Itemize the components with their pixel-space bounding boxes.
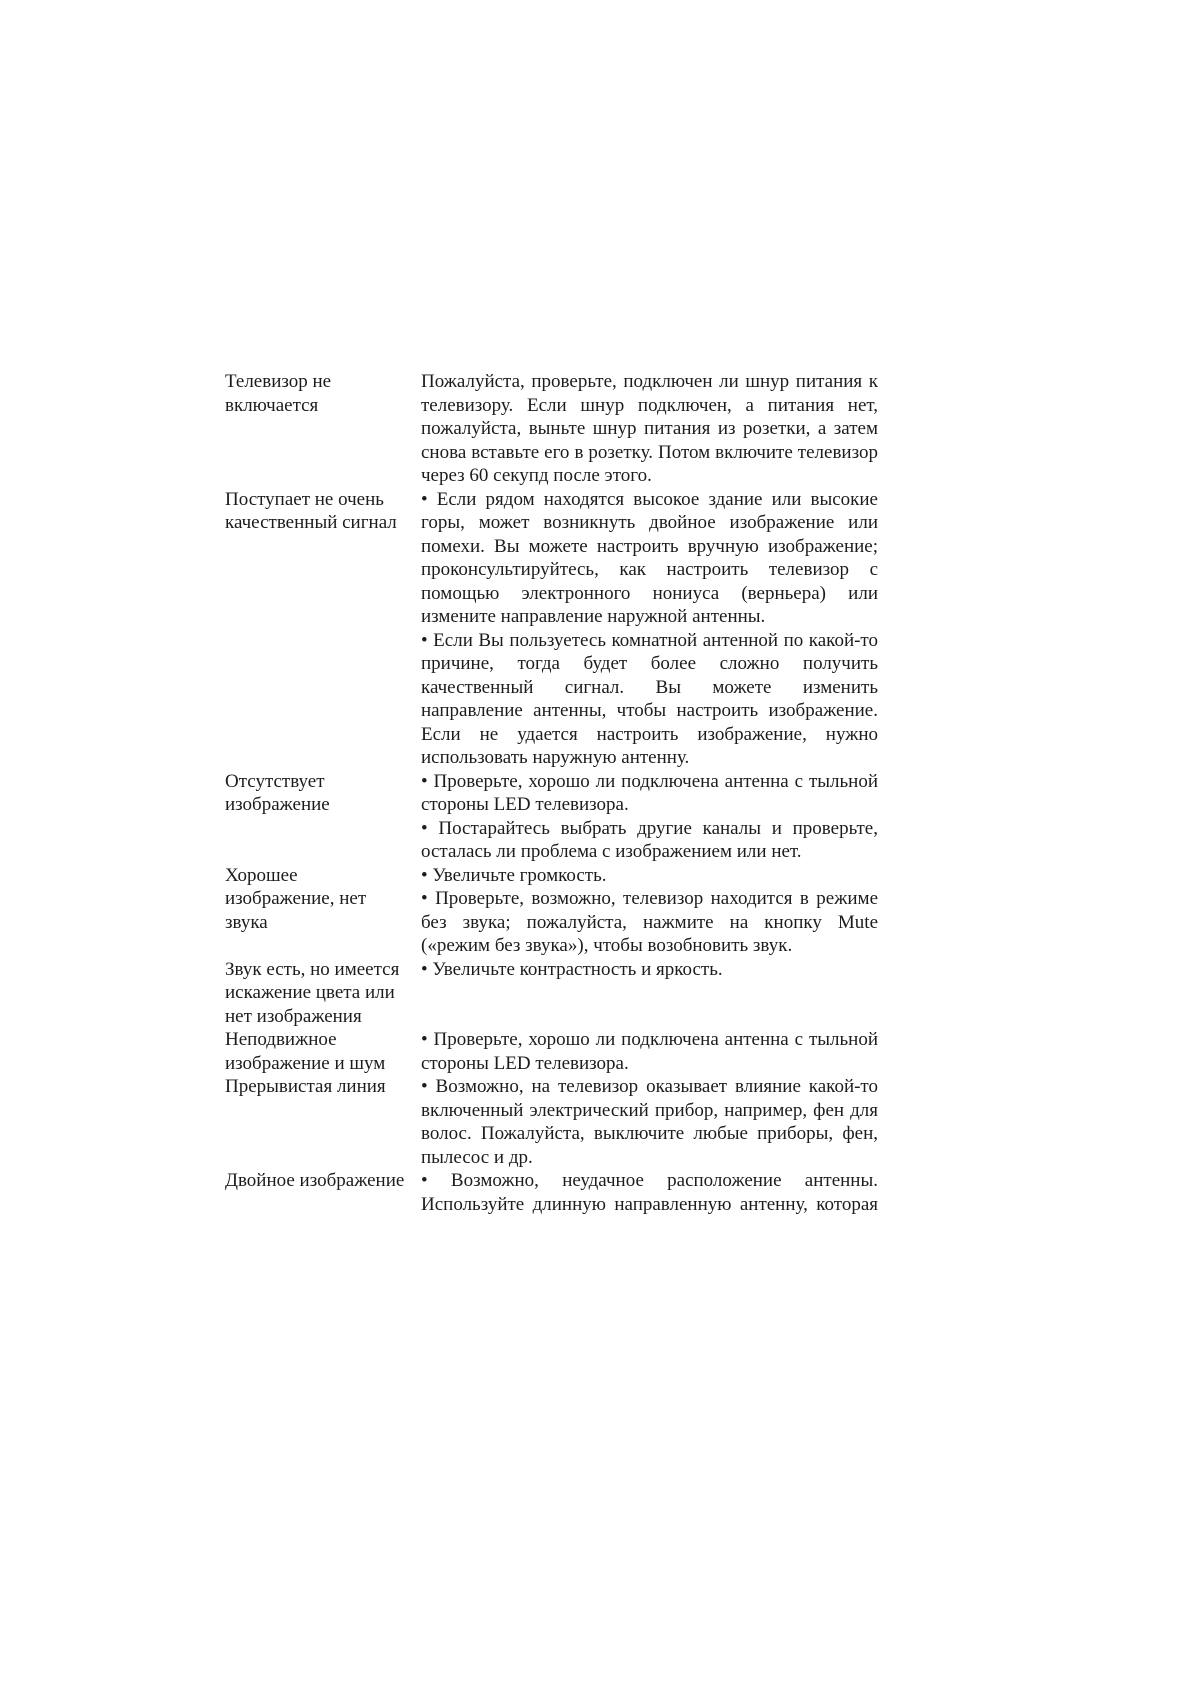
solution-paragraph: • Если рядом находятся высокое здание или высокие горы, может возникнуть двойное изображение или помехи. Вы можете настроить вручную изображение; проконсультируйтесь, как настроить телевизор с помощью электронного нониуса (верньера) или измените направление наружной антенны. — [421, 488, 878, 627]
solution-cell — [421, 864, 878, 958]
table-row — [225, 1075, 878, 1169]
solution-cell — [421, 1169, 878, 1216]
solution-paragraph: • Возможно, на телевизор оказывает влияние какой-то включенный электрический прибор, например, фен для волос. Пожалуйста, выключите любые приборы, фен, пылесос и др. — [421, 1076, 878, 1168]
problem-label: Неподвижное изображение и шум — [225, 1029, 386, 1074]
solution-paragraph: • Увеличьте громкость. — [421, 864, 607, 886]
solution-paragraph: • Проверьте, хорошо ли подключена антенна с тыльной стороны LED телевизора. — [421, 1029, 878, 1074]
solution-paragraph: • Возможно, неудачное расположение антенны. Используйте длинную направленную антенну, которая — [421, 1170, 878, 1215]
problem-label: Звук есть, но имеется искажение цвета или нет изображения — [225, 958, 400, 1027]
solution-paragraph: Пожалуйста, проверьте, подключен ли шнур питания к телевизору. Если шнур подключен, а питания нет, пожалуйста, выньте шнур питания из розетки, а затем снова вставьте его в розетку. Потом включите телевизор через 60 секупд после этого. — [421, 371, 878, 486]
problem-cell — [225, 770, 405, 817]
solution-cell — [421, 1028, 878, 1075]
problem-label: Прерывистая линия — [225, 1076, 386, 1097]
solution-paragraph: • Проверьте, хорошо ли подключена антенна с тыльной стороны LED телевизора. — [421, 770, 878, 815]
table-row — [225, 864, 878, 958]
solution-cell — [421, 958, 878, 982]
solution-paragraph: • Постарайтесь выбрать другие каналы и проверьте, осталась ли проблема с изображением или нет. — [421, 817, 878, 862]
table-row — [225, 370, 878, 488]
problem-cell — [225, 370, 405, 417]
solution-paragraph: • Если Вы пользуетесь комнатной антенной по какой-то причине, тогда будет более сложно получить качественный сигнал. Вы можете изменить направление антенны, чтобы настроить изображение. Если не удается настроить изображение, нужно использовать наружную антенну. — [421, 629, 878, 768]
table-row — [225, 958, 878, 1029]
problem-cell — [225, 1169, 405, 1193]
table-row — [225, 488, 878, 770]
problem-cell — [225, 1075, 405, 1099]
solution-cell — [421, 1075, 878, 1169]
solution-paragraph: • Увеличьте контрастность и яркость. — [421, 958, 723, 980]
table-row — [225, 1169, 878, 1216]
problem-label: Двойное изображение — [225, 1170, 405, 1191]
problem-label: Поступает не очень качественный сигнал — [225, 488, 397, 533]
problem-cell — [225, 1028, 405, 1075]
problem-label: Отсутствует изображение — [225, 770, 330, 815]
problem-label: Телевизор не включается — [225, 371, 332, 416]
troubleshooting-table — [225, 370, 878, 1216]
table-row — [225, 1028, 878, 1075]
solution-cell — [421, 488, 878, 770]
solution-cell — [421, 370, 878, 488]
solution-cell — [421, 770, 878, 864]
problem-cell — [225, 864, 405, 935]
problem-cell — [225, 488, 405, 535]
solution-paragraph: • Проверьте, возможно, телевизор находится в режиме без звука; пожалуйста, нажмите на кнопку Mute («режим без звука»), чтобы возобновить звук. — [421, 888, 878, 956]
problem-cell — [225, 958, 405, 1029]
problem-label: Хорошее изображение, нет звука — [225, 864, 367, 933]
table-row — [225, 770, 878, 864]
